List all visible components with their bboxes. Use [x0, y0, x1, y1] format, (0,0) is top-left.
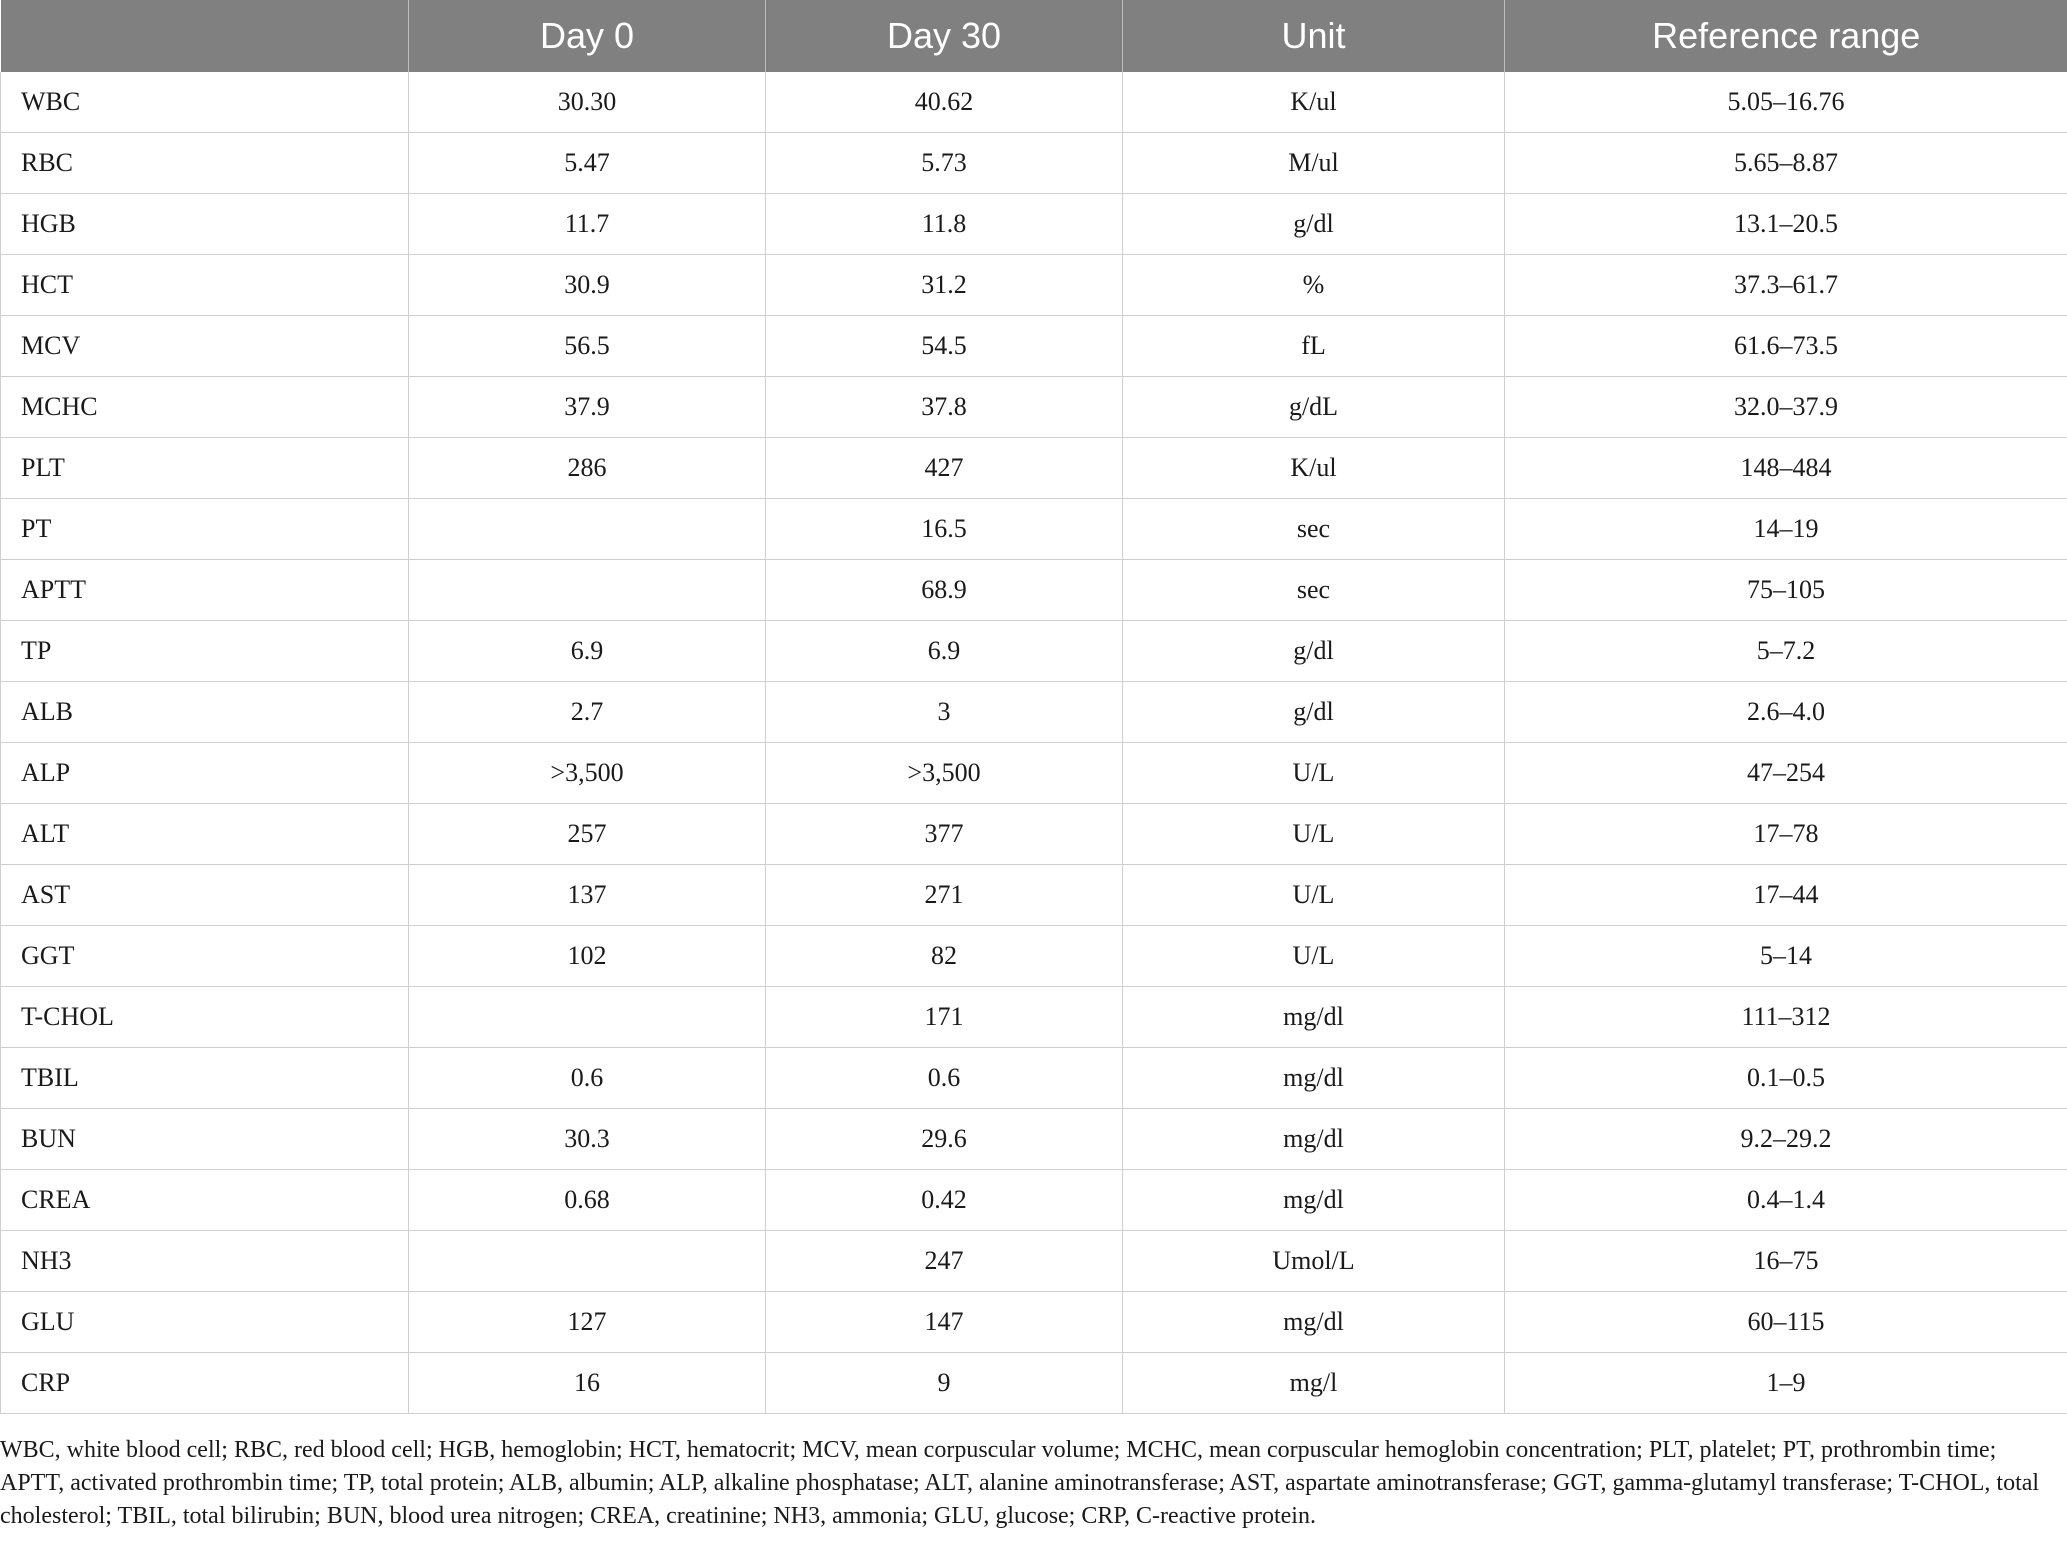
table-row	[1, 72, 2067, 133]
cell-reference-range: 0.4–1.4	[1505, 1170, 2067, 1231]
cell-day-0: 30.9	[409, 255, 766, 316]
cell-parameter: MCHC	[1, 377, 409, 438]
cell-reference-range: 5.05–16.76	[1505, 72, 2067, 133]
cell-day-0: 286	[409, 438, 766, 499]
cell-day-0: 56.5	[409, 316, 766, 377]
table-row	[1, 926, 2067, 987]
cell-day-0: 257	[409, 804, 766, 865]
cell-reference-range: 9.2–29.2	[1505, 1109, 2067, 1170]
table-row	[1, 804, 2067, 865]
header-cell-day-0: Day 0	[409, 0, 766, 72]
cell-reference-range: 5–7.2	[1505, 621, 2067, 682]
table-row	[1, 1109, 2067, 1170]
cell-day-30: 171	[766, 987, 1123, 1048]
cell-unit: g/dl	[1123, 194, 1505, 255]
cell-unit: U/L	[1123, 804, 1505, 865]
cell-reference-range: 75–105	[1505, 560, 2067, 621]
table-row	[1, 377, 2067, 438]
cell-day-0: 11.7	[409, 194, 766, 255]
cell-unit: g/dl	[1123, 682, 1505, 743]
cell-unit: sec	[1123, 499, 1505, 560]
header-cell-reference-range: Reference range	[1505, 0, 2067, 72]
table-footnote: WBC, white blood cell; RBC, red blood cell; HGB, hemoglobin; HCT, hematocrit; MCV, mean corpuscular volume; MCHC, mean corpuscular hemoglobin concentration; PLT, platelet; PT, prothrombin time; APTT, activated prothrombin time; TP, total protein; ALB, albumin; ALP, alkaline phosphatase; ALT, alanine aminotransferase; AST, aspartate aminotransferase; GGT, gamma-glutamyl transferase; T-CHOL, total cholesterol; TBIL, total bilirubin; BUN, blood urea nitrogen; CREA, creatinine; NH3, ammonia; GLU, glucose; CRP, C-reactive protein.	[0, 1437, 2040, 1529]
header-row	[1, 0, 2067, 72]
cell-day-0: 0.6	[409, 1048, 766, 1109]
cell-day-0	[409, 499, 766, 560]
cell-parameter: NH3	[1, 1231, 409, 1292]
table-row	[1, 255, 2067, 316]
header-cell-parameter	[1, 0, 409, 72]
cell-unit: K/ul	[1123, 438, 1505, 499]
table-body	[1, 72, 2067, 1414]
table-row	[1, 1048, 2067, 1109]
table-header	[1, 0, 2067, 72]
cell-day-30: 68.9	[766, 560, 1123, 621]
cell-reference-range: 0.1–0.5	[1505, 1048, 2067, 1109]
cell-day-0: 30.30	[409, 72, 766, 133]
cell-parameter: GLU	[1, 1292, 409, 1353]
cell-parameter: PT	[1, 499, 409, 560]
table-row	[1, 682, 2067, 743]
cell-day-0	[409, 1231, 766, 1292]
cell-day-0: 0.68	[409, 1170, 766, 1231]
cell-day-0: 30.3	[409, 1109, 766, 1170]
cell-reference-range: 60–115	[1505, 1292, 2067, 1353]
cell-day-30: 3	[766, 682, 1123, 743]
table-row	[1, 621, 2067, 682]
cell-parameter: TBIL	[1, 1048, 409, 1109]
cell-day-0	[409, 987, 766, 1048]
cell-day-30: 247	[766, 1231, 1123, 1292]
cell-day-30: 11.8	[766, 194, 1123, 255]
cell-day-30: 37.8	[766, 377, 1123, 438]
cell-parameter: MCV	[1, 316, 409, 377]
cell-day-30: 6.9	[766, 621, 1123, 682]
cell-reference-range: 13.1–20.5	[1505, 194, 2067, 255]
cell-day-30: 29.6	[766, 1109, 1123, 1170]
cell-reference-range: 17–78	[1505, 804, 2067, 865]
table-row	[1, 194, 2067, 255]
cell-day-30: 0.42	[766, 1170, 1123, 1231]
cell-parameter: RBC	[1, 133, 409, 194]
cell-unit: g/dl	[1123, 621, 1505, 682]
table-row	[1, 438, 2067, 499]
cell-parameter: ALP	[1, 743, 409, 804]
table-row	[1, 987, 2067, 1048]
cell-reference-range: 5.65–8.87	[1505, 133, 2067, 194]
cell-parameter: WBC	[1, 72, 409, 133]
cell-day-30: 0.6	[766, 1048, 1123, 1109]
cell-unit: fL	[1123, 316, 1505, 377]
table-row	[1, 499, 2067, 560]
cell-day-30: >3,500	[766, 743, 1123, 804]
cell-day-0: 2.7	[409, 682, 766, 743]
cell-parameter: T-CHOL	[1, 987, 409, 1048]
cell-day-30: 40.62	[766, 72, 1123, 133]
cell-day-30: 147	[766, 1292, 1123, 1353]
header-cell-day-30: Day 30	[766, 0, 1123, 72]
cell-unit: g/dL	[1123, 377, 1505, 438]
cell-day-0: >3,500	[409, 743, 766, 804]
cell-parameter: CREA	[1, 1170, 409, 1231]
cell-parameter: ALT	[1, 804, 409, 865]
table-row	[1, 1292, 2067, 1353]
table-row	[1, 316, 2067, 377]
cell-day-30: 427	[766, 438, 1123, 499]
cell-day-0: 37.9	[409, 377, 766, 438]
cell-reference-range: 47–254	[1505, 743, 2067, 804]
table-row	[1, 133, 2067, 194]
cell-day-0	[409, 560, 766, 621]
header-cell-unit: Unit	[1123, 0, 1505, 72]
cell-day-0: 102	[409, 926, 766, 987]
cell-day-30: 9	[766, 1353, 1123, 1414]
table-row	[1, 1353, 2067, 1414]
table-row	[1, 1231, 2067, 1292]
cell-day-0: 5.47	[409, 133, 766, 194]
cell-unit: sec	[1123, 560, 1505, 621]
cell-reference-range: 16–75	[1505, 1231, 2067, 1292]
cell-reference-range: 148–484	[1505, 438, 2067, 499]
cell-day-30: 82	[766, 926, 1123, 987]
cell-unit: mg/dl	[1123, 1109, 1505, 1170]
cell-parameter: PLT	[1, 438, 409, 499]
table-row	[1, 1170, 2067, 1231]
cell-unit: U/L	[1123, 743, 1505, 804]
cell-day-30: 271	[766, 865, 1123, 926]
cell-parameter: APTT	[1, 560, 409, 621]
cell-day-30: 31.2	[766, 255, 1123, 316]
cell-parameter: HCT	[1, 255, 409, 316]
cell-unit: mg/dl	[1123, 1170, 1505, 1231]
cell-day-0: 137	[409, 865, 766, 926]
cell-reference-range: 111–312	[1505, 987, 2067, 1048]
table-row	[1, 560, 2067, 621]
cell-unit: U/L	[1123, 865, 1505, 926]
cell-parameter: ALB	[1, 682, 409, 743]
table-row	[1, 865, 2067, 926]
table-row	[1, 743, 2067, 804]
cell-reference-range: 37.3–61.7	[1505, 255, 2067, 316]
cell-reference-range: 17–44	[1505, 865, 2067, 926]
cell-parameter: BUN	[1, 1109, 409, 1170]
cell-day-30: 5.73	[766, 133, 1123, 194]
cell-day-30: 377	[766, 804, 1123, 865]
cell-day-0: 127	[409, 1292, 766, 1353]
cell-unit: mg/dl	[1123, 1048, 1505, 1109]
cell-unit: mg/l	[1123, 1353, 1505, 1414]
cell-reference-range: 5–14	[1505, 926, 2067, 987]
cell-day-0: 16	[409, 1353, 766, 1414]
cell-unit: U/L	[1123, 926, 1505, 987]
cell-parameter: CRP	[1, 1353, 409, 1414]
cell-day-30: 16.5	[766, 499, 1123, 560]
cell-unit: K/ul	[1123, 72, 1505, 133]
cell-reference-range: 1–9	[1505, 1353, 2067, 1414]
cell-unit: mg/dl	[1123, 987, 1505, 1048]
cell-day-30: 54.5	[766, 316, 1123, 377]
cell-reference-range: 32.0–37.9	[1505, 377, 2067, 438]
cell-day-0: 6.9	[409, 621, 766, 682]
cell-parameter: TP	[1, 621, 409, 682]
cell-parameter: GGT	[1, 926, 409, 987]
cell-reference-range: 61.6–73.5	[1505, 316, 2067, 377]
cell-parameter: AST	[1, 865, 409, 926]
cell-unit: %	[1123, 255, 1505, 316]
cell-unit: Umol/L	[1123, 1231, 1505, 1292]
cell-reference-range: 14–19	[1505, 499, 2067, 560]
cell-unit: mg/dl	[1123, 1292, 1505, 1353]
cell-parameter: HGB	[1, 194, 409, 255]
cell-reference-range: 2.6–4.0	[1505, 682, 2067, 743]
cell-unit: M/ul	[1123, 133, 1505, 194]
